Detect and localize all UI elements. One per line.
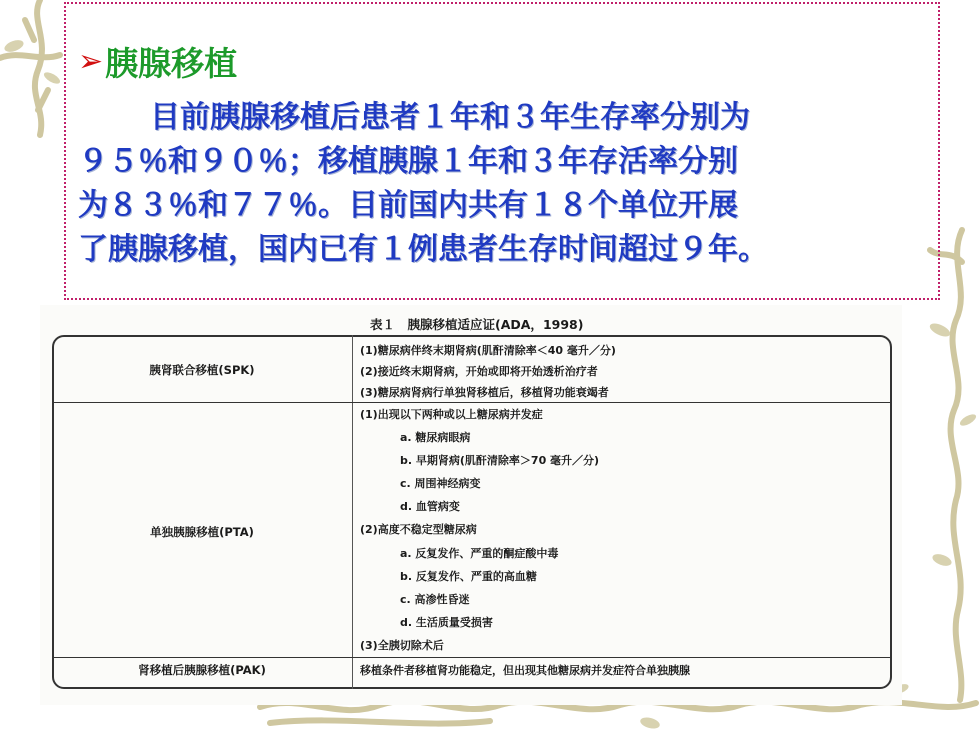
condition-subitem: d. 血管病变	[400, 500, 460, 513]
condition-item: (3)全胰切除术后	[360, 639, 444, 652]
title-row	[78, 38, 237, 85]
paragraph-line: 目前胰腺移植后患者１年和３年生存率分别为	[150, 100, 750, 135]
condition-subitem: d. 生活质量受损害	[400, 616, 493, 629]
paragraph-line: ９５％和９０％；移植胰腺１年和３年存活率分别	[78, 144, 738, 179]
condition-subitem: c. 周围神经病变	[400, 477, 481, 490]
condition-item: (1)糖尿病伴终末期肾病(肌酐清除率＜40 毫升／分)	[360, 344, 616, 357]
body-paragraph	[78, 96, 940, 272]
condition-subitem: b. 反复发作、严重的高血糖	[400, 570, 537, 583]
condition-item: (1)出现以下两种或以上糖尿病并发症	[360, 408, 543, 421]
table-row-divider	[52, 402, 892, 403]
condition-subitem: c. 高渗性昏迷	[400, 593, 470, 606]
paragraph-line: 为８３％和７７％。目前国内共有１８个单位开展	[78, 188, 738, 223]
condition-subitem: b. 早期肾病(肌酐清除率＞70 毫升／分)	[400, 454, 600, 467]
row-label-spk: 胰肾联合移植(SPK)	[149, 363, 255, 377]
slide-title: 胰腺移植	[105, 44, 238, 83]
condition-item: (3)糖尿病肾病行单独肾移植后，移植肾功能衰竭者	[360, 386, 609, 399]
condition-item: (2)高度不稳定型糖尿病	[360, 523, 477, 536]
paragraph-line: 了胰腺移植，国内已有１例患者生存时间超过９年。	[78, 232, 768, 267]
table-row-divider	[52, 657, 892, 658]
indication-table-image	[40, 305, 902, 705]
condition-item: (2)接近终末期肾病，开始或即将开始透析治疗者	[360, 365, 598, 378]
row-label-pta: 单独胰腺移植(PTA)	[150, 525, 254, 539]
row-label-pak: 肾移植后胰腺移植(PAK)	[138, 663, 266, 677]
bullet-arrow-icon: ➢	[78, 43, 104, 79]
condition-subitem: a. 糖尿病眼病	[400, 431, 471, 444]
condition-subitem: a. 反复发作、严重的酮症酸中毒	[400, 547, 559, 560]
table-column-divider	[352, 335, 353, 689]
condition-item: 移植条件者移植肾功能稳定，但出现其他糖尿病并发症符合单独胰腺	[360, 664, 690, 677]
table-caption: 表１ 胰腺移植适应证(ADA，1998)	[370, 317, 584, 332]
